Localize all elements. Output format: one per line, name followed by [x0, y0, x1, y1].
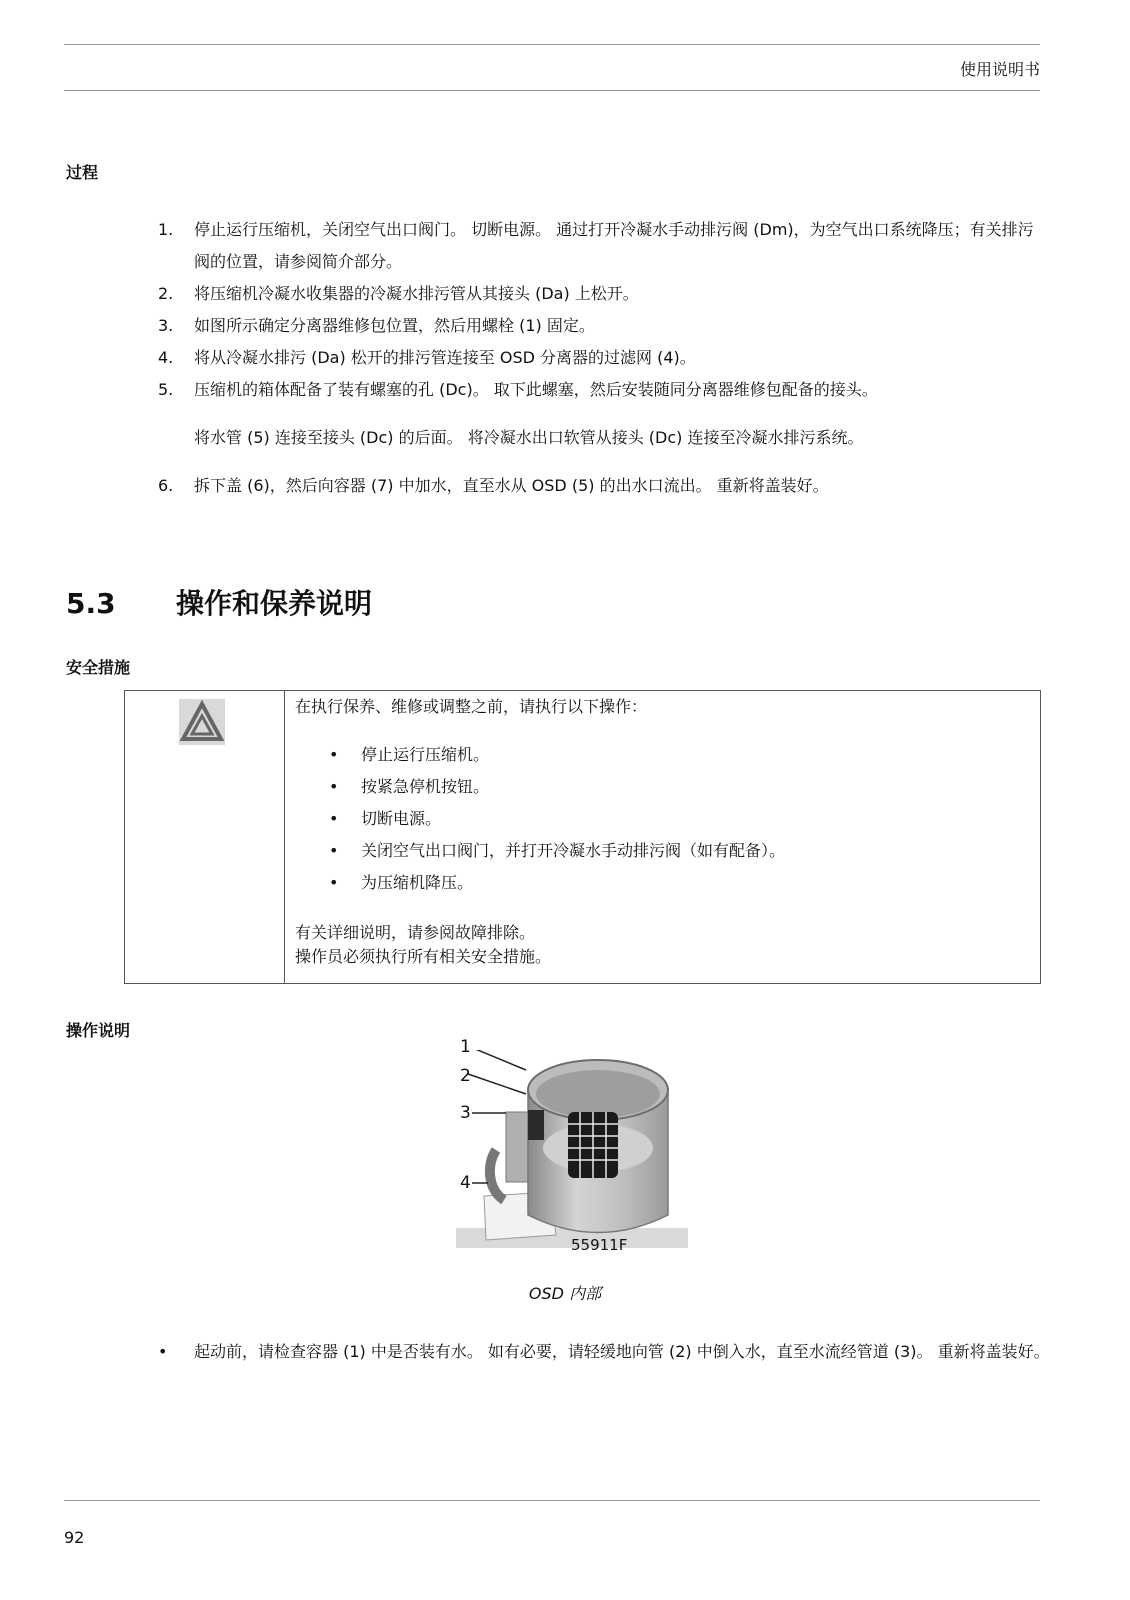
step-item	[158, 342, 1038, 374]
bullet-dot: •	[158, 1342, 168, 1361]
figure-label-1: 1	[460, 1037, 471, 1057]
step-text: 将水管 (5) 连接至接头 (Dc) 的后面。 将冷凝水出口软管从接头 (Dc) 连接至冷凝水排污系统。	[194, 428, 864, 447]
operation-bullet	[158, 1336, 1074, 1368]
figure-caption: OSD 内部	[528, 1284, 602, 1303]
step-item	[158, 278, 1038, 310]
safety-table	[124, 690, 1041, 984]
figure-label-4: 4	[460, 1173, 471, 1193]
step-text: 将压缩机冷凝水收集器的冷凝水排污管从其接头 (Da) 上松开。	[194, 284, 639, 303]
warning-triangle-icon	[179, 699, 225, 745]
operation-heading: 操作说明	[66, 1021, 131, 1040]
step-text: 如图所示确定分离器维修包位置，然后用螺栓 (1) 固定。	[194, 316, 595, 335]
safety-bullet-text: 切断电源。	[361, 809, 442, 828]
osd-interior-figure	[456, 1050, 688, 1262]
section-heading	[66, 582, 372, 622]
bullet-dot: •	[329, 873, 339, 892]
step-number: 1.	[158, 220, 174, 239]
header-bottom-rule	[64, 90, 1040, 91]
step-continuation	[158, 422, 1038, 454]
safety-icon-cell	[125, 691, 285, 983]
safety-bullet	[295, 739, 1025, 771]
safety-bullet	[295, 867, 1025, 899]
step-item	[158, 374, 1038, 406]
procedure-heading: 过程	[66, 163, 99, 182]
safety-heading: 安全措施	[66, 658, 131, 677]
figure-label-3: 3	[460, 1103, 471, 1123]
step-text: 停止运行压缩机，关闭空气出口阀门。 切断电源。 通过打开冷凝水手动排污阀 (Dm)，为空气出口系统降压；有关排污阀的位置，请参阅简介部分。	[194, 220, 1034, 271]
safety-intro: 在执行保养、维修或调整之前，请执行以下操作：	[295, 697, 648, 716]
safety-bullet-text: 为压缩机降压。	[361, 873, 474, 892]
step-number: 2.	[158, 284, 174, 303]
safety-bullet	[295, 803, 1025, 835]
step-number: 3.	[158, 316, 174, 335]
safety-bullet-text: 关闭空气出口阀门，并打开冷凝水手动排污阀（如有配备）。	[361, 841, 786, 860]
safety-content	[295, 695, 1025, 969]
step-item	[158, 310, 1038, 342]
step-item	[158, 470, 1038, 502]
step-number: 5.	[158, 380, 174, 399]
safety-bullets	[295, 739, 1025, 899]
bullet-dot: •	[329, 809, 339, 828]
safety-bullet	[295, 835, 1025, 867]
step-text: 拆下盖 (6)，然后向容器 (7) 中加水，直至水从 OSD (5) 的出水口流出。 重新将盖装好。	[194, 476, 829, 495]
footer-rule	[64, 1500, 1040, 1501]
operation-bullet-text: 起动前，请检查容器 (1) 中是否装有水。 如有必要，请轻缓地向管 (2) 中倒入水，直至水流经管道 (3)。 重新将盖装好。	[194, 1342, 1050, 1361]
figure-label-2: 2	[460, 1066, 471, 1086]
bullet-dot: •	[329, 777, 339, 796]
step-number: 6.	[158, 476, 174, 495]
step-text: 将从冷凝水排污 (Da) 松开的排污管连接至 OSD 分离器的过滤网 (4)。	[194, 348, 696, 367]
section-number: 5.3	[66, 587, 116, 620]
step-item	[158, 214, 1038, 278]
safety-bullet-text: 停止运行压缩机。	[361, 745, 490, 764]
header-title: 使用说明书	[959, 60, 1040, 79]
page-number: 92	[64, 1528, 85, 1547]
figure-code: 55911F	[571, 1236, 628, 1254]
step-text: 压缩机的箱体配备了装有螺塞的孔 (Dc)。 取下此螺塞，然后安装随同分离器维修包配备的接头。	[194, 380, 878, 399]
safety-bullet-text: 按紧急停机按钮。	[361, 777, 490, 796]
bullet-dot: •	[329, 841, 339, 860]
header-top-rule	[64, 44, 1040, 45]
procedure-steps	[158, 214, 1038, 502]
safety-bullet	[295, 771, 1025, 803]
safety-footer-line1: 有关详细说明，请参阅故障排除。	[295, 923, 536, 942]
bullet-dot: •	[329, 745, 339, 764]
step-number: 4.	[158, 348, 174, 367]
section-title: 操作和保养说明	[176, 587, 373, 620]
safety-footer-line2: 操作员必须执行所有相关安全措施。	[295, 947, 552, 966]
